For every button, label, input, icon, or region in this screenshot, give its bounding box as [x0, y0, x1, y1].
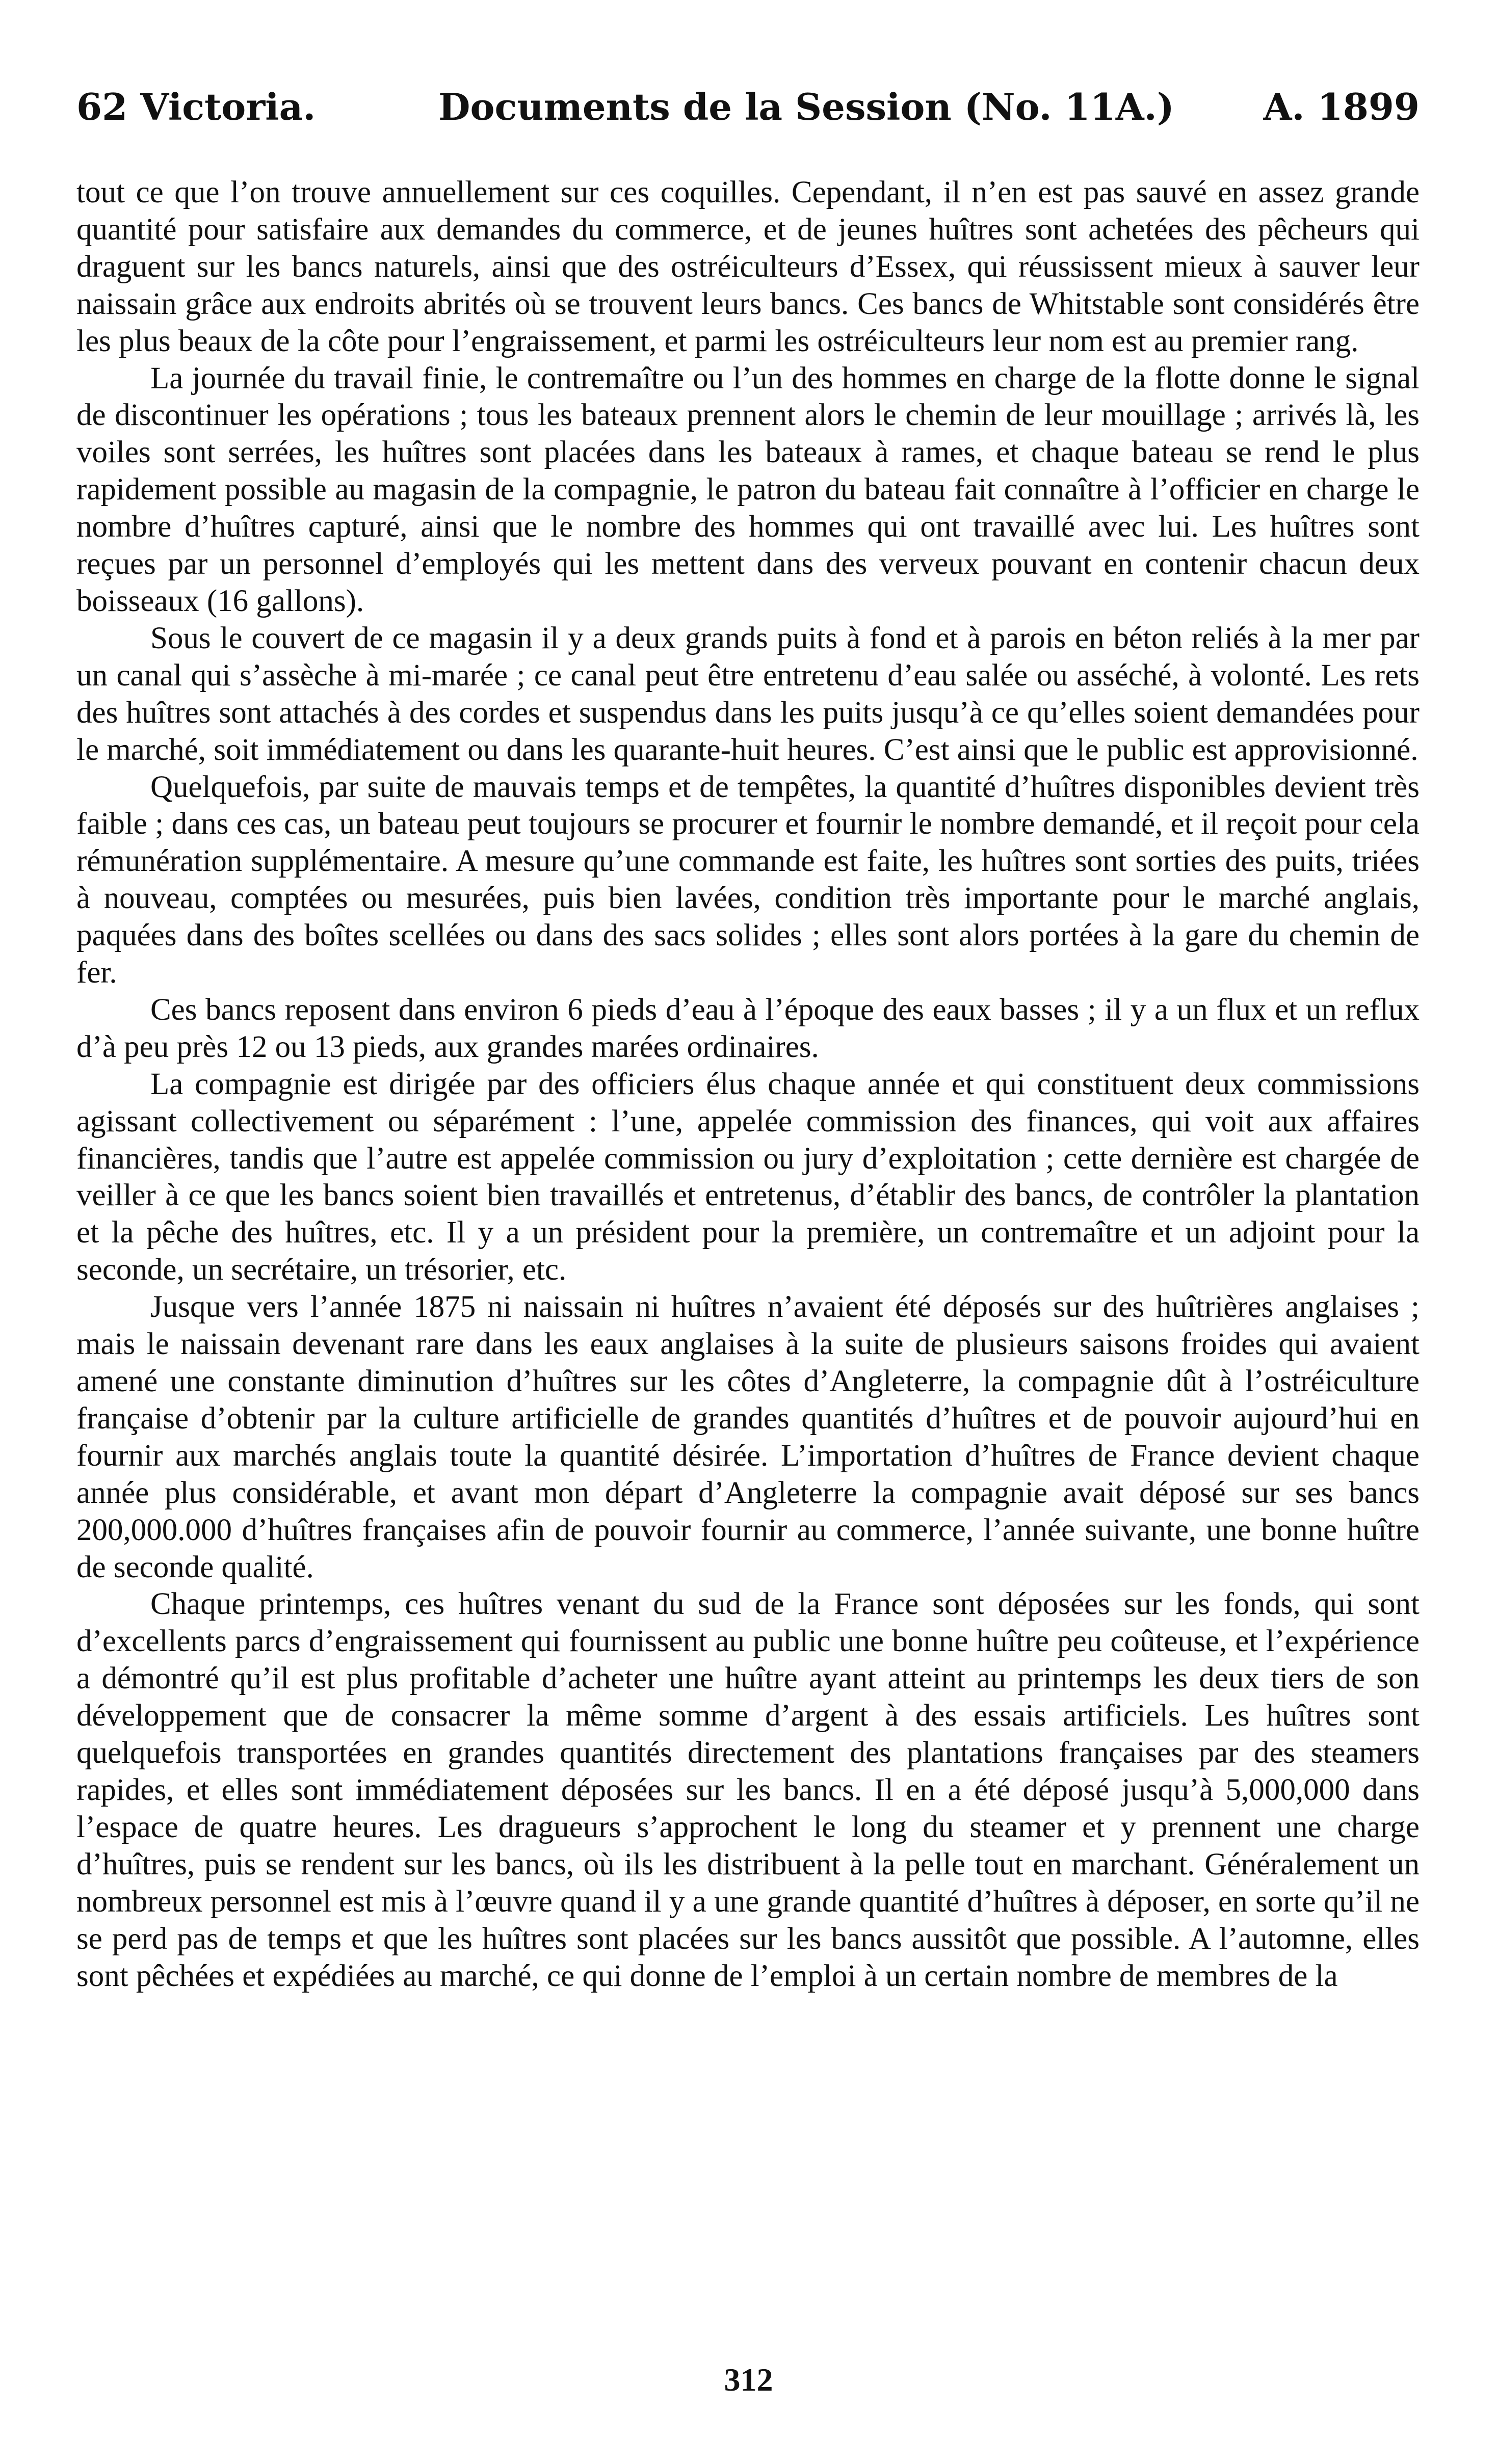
- paragraph-5: Ces bancs reposent dans environ 6 pieds d’eau à l’époque des eaux basses ; il y a un flux et un reflux d’à peu près 12 ou 13 pieds, aux grandes marées ordinaires.: [76, 992, 1420, 1064]
- header-document-title: Documents de la Session (No. 11A.): [438, 85, 1174, 128]
- paragraph-3: Sous le couvert de ce magasin il y a deux grands puits à fond et à parois en béton reliés à la mer par un canal qui s’assèche à mi-marée ; ce canal peut être entretenu d’eau salée ou asséché, à volonté. Les rets des huîtres sont attachés à des cordes et suspendus dans les puits jusqu’à ce qu’elles soient demandées pour le marché, soit immédiatement ou dans les quarante-huit heures. C’est ainsi que le public est approvisionné.: [76, 621, 1420, 767]
- paragraph-7: Jusque vers l’année 1875 ni naissain ni huîtres n’avaient été déposés sur des huîtrières anglaises ; mais le naissain devenant rare dans les eaux anglaises à la suite de plusieurs saisons froides qui avaient amené une constante diminution d’huîtres sur les côtes d’Angleterre, la compagnie dût à l’ostréiculture française d’obtenir par la culture artificielle de grandes quantités d’huîtres et de pouvoir aujourd’hui en fournir aux marchés anglais toute la quantité désirée. L’importation d’huîtres de France devient chaque année plus considérable, et avant mon départ d’Angleterre la compagnie avait déposé sur ses bancs 200,000.000 d’huîtres françaises afin de pouvoir fournir au commerce, l’année suivante, une bonne huître de seconde qualité.: [76, 1290, 1420, 1584]
- paragraph-1: tout ce que l’on trouve annuellement sur ces coquilles. Cependant, il n’en est pas sauvé en assez grande quantité pour satisfaire aux demandes du commerce, et de jeunes huîtres sont achetées des pêcheurs qui draguent sur les bancs naturels, ainsi que des ostréiculteurs d’Essex, qui réussissent mieux à sauver leur naissain grâce aux endroits abrités où se trouvent leurs bancs. Ces bancs de Whitstable sont considérés être les plus beaux de la côte pour l’engraissement, et parmi les ostréiculteurs leur nom est au premier rang.: [76, 175, 1420, 358]
- page-number: 312: [724, 2362, 773, 2398]
- page-header: [76, 76, 1420, 138]
- header-year: A. 1899: [1263, 85, 1420, 128]
- body-text: [76, 174, 1420, 1995]
- paragraph-8: Chaque printemps, ces huîtres venant du sud de la France sont déposées sur les fonds, qui sont d’excellents parcs d’engraissement qui fournissent au public une bonne huître peu coûteuse, et l’expérience a démontré qu’il est plus profitable d’acheter une huître ayant atteint au printemps les deux tiers de son développement que de consacrer la même somme d’argent à des essais artificiels. Les huîtres sont quelquefois transportées en grandes quantités directement des plantations françaises par des steamers rapides, et elles sont immédiatement déposées sur les bancs. Il en a été déposé jusqu’à 5,000,000 dans l’espace de quatre heures. Les dragueurs s’approchent le long du steamer et y prennent une charge d’huîtres, puis se rendent sur les bancs, où ils les distribuent à la pelle tout en marchant. Généralement un nombreux personnel est mis à l’œuvre quand il y a une grande quantité d’huîtres à déposer, en sorte qu’il ne se perd pas de temps et que les huîtres sont placées sur les bancs aussitôt que possible. A l’automne, elles sont pêchées et expédiées au marché, ce qui donne de l’emploi à un certain nombre de membres de la: [76, 1587, 1420, 1993]
- paragraph-4: Quelquefois, par suite de mauvais temps et de tempêtes, la quantité d’huîtres disponibles devient très faible ; dans ces cas, un bateau peut toujours se procurer et fournir le nombre demandé, et il reçoit pour cela rémunération supplémentaire. A mesure qu’une commande est faite, les huîtres sont sorties des puits, triées à nouveau, comptées ou mesurées, puis bien lavées, condition très importante pour le marché anglais, paquées dans des boîtes scellées ou dans des sacs solides ; elles sont alors portées à la gare du chemin de fer.: [76, 770, 1420, 990]
- paragraph-6: La compagnie est dirigée par des officiers élus chaque année et qui constituent deux commissions agissant collectivement ou séparément : l’une, appelée commission des finances, qui voit aux affaires financières, tandis que l’autre est appelée commission ou jury d’exploitation ; cette dernière est chargée de veiller à ce que les bancs soient bien travaillés et entretenus, d’établir des bancs, de contrôler la plantation et la pêche des huîtres, etc. Il y a un président pour la première, un contremaître et un adjoint pour la seconde, un secrétaire, un trésorier, etc.: [76, 1067, 1420, 1287]
- paragraph-2: La journée du travail finie, le contremaître ou l’un des hommes en charge de la flotte donne le signal de discontinuer les opérations ; tous les bateaux prennent alors le chemin de leur mouillage ; arrivés là, les voiles sont serrées, les huîtres sont placées dans les bateaux à rames, et chaque bateau se rend le plus rapidement possible au magasin de la compagnie, le patron du bateau fait connaître à l’officier en charge le nombre d’huîtres capturé, ainsi que le nombre des hommes qui ont travaillé avec lui. Les huîtres sont reçues par un personnel d’employés qui les mettent dans des verveux pouvant en contenir chacun deux boisseaux (16 gallons).: [76, 361, 1420, 618]
- header-regnal-year: 62 Victoria.: [76, 85, 316, 128]
